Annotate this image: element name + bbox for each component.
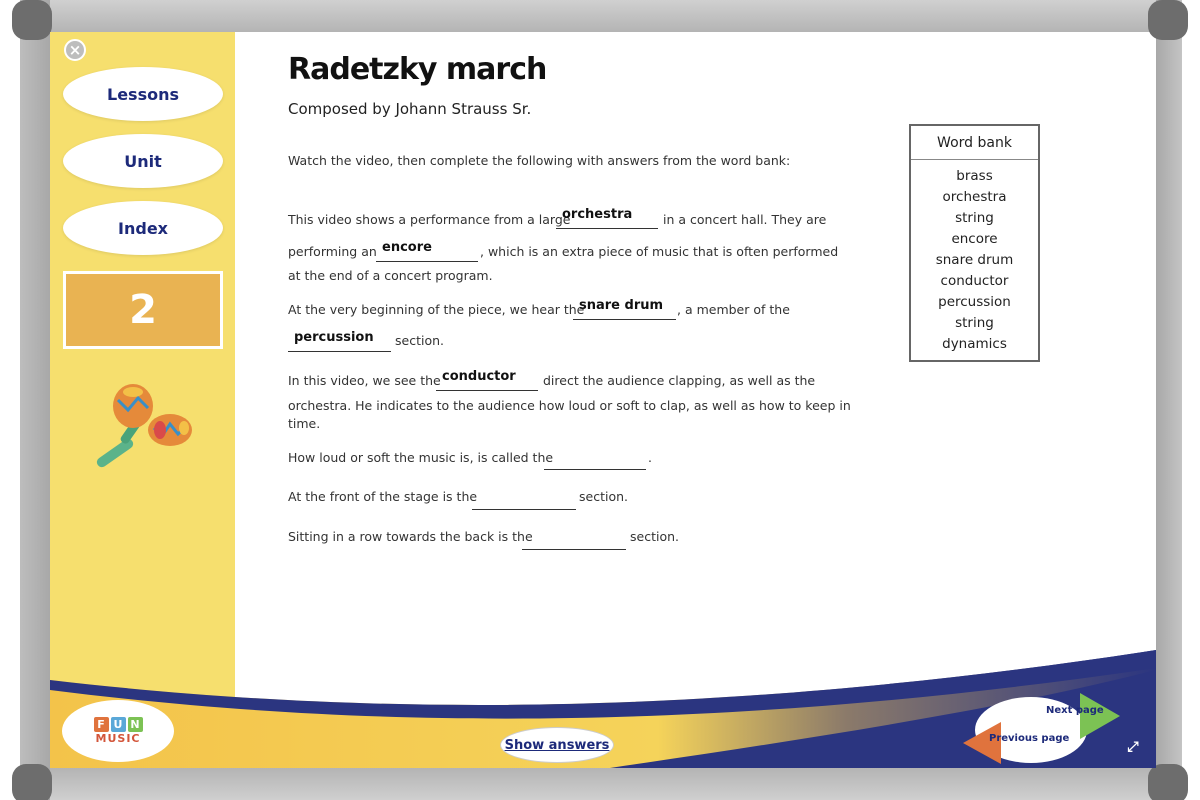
q3-text-after2: section.	[395, 333, 444, 348]
q5-text: How loud or soft the music is, is called the	[288, 450, 554, 465]
unit-button[interactable]: Unit	[63, 134, 223, 188]
word-bank	[909, 124, 1040, 362]
next-arrow-icon[interactable]	[1080, 693, 1120, 739]
word-bank-item: dynamics	[942, 336, 1007, 352]
q7-text: Sitting in a row towards the back is the	[288, 529, 533, 544]
q3-answer-field[interactable]: snare drum	[573, 298, 676, 320]
close-icon[interactable]: ×	[64, 39, 86, 61]
page-title: Radetzky march	[288, 52, 547, 87]
next-page-button[interactable]: Next page	[1046, 705, 1104, 716]
q4-text-line3: time.	[288, 416, 321, 431]
word-bank-item: string	[955, 210, 994, 226]
board-frame-bottom	[20, 768, 1180, 800]
page-number-badge: 2	[63, 271, 223, 349]
logo-letter: F	[94, 717, 109, 732]
word-bank-item: encore	[951, 231, 998, 247]
lessons-button[interactable]: Lessons	[63, 67, 223, 121]
frame-corner	[1148, 764, 1188, 800]
word-bank-item: percussion	[938, 294, 1011, 310]
board-frame-left	[20, 0, 50, 800]
q4-text: In this video, we see the	[288, 373, 441, 388]
logo-letter: N	[128, 717, 143, 732]
show-answers-button[interactable]: Show answers	[500, 727, 614, 763]
q2-text: performing an	[288, 244, 377, 259]
word-bank-list	[911, 160, 1038, 355]
q3-text-after: , a member of the	[677, 302, 790, 317]
frame-corner	[1148, 0, 1188, 40]
fullscreen-icon[interactable]: ⤢	[1127, 739, 1139, 755]
q5-answer-field[interactable]	[544, 448, 646, 470]
q3-text: At the very beginning of the piece, we hear the	[288, 302, 585, 317]
q1-text-after: in a concert hall. They are	[663, 212, 827, 227]
word-bank-item: brass	[956, 168, 993, 184]
frame-corner	[12, 0, 52, 40]
q3-answer2-field[interactable]: percussion	[288, 330, 391, 352]
q2-answer-field[interactable]: encore	[376, 240, 478, 262]
q4-text-line2: orchestra. He indicates to the audience how loud or soft to clap, as well as how to keep in	[288, 398, 851, 413]
q7-text-after: section.	[630, 529, 679, 544]
frame-corner	[12, 764, 52, 800]
q2-text-after: , which is an extra piece of music that is often performed	[480, 244, 839, 259]
q1-text: This video shows a performance from a large	[288, 212, 571, 227]
previous-page-button[interactable]: Previous page	[989, 733, 1070, 744]
q2-text-line2: at the end of a concert program.	[288, 268, 493, 283]
q6-text-after: section.	[579, 489, 628, 504]
q4-answer-field[interactable]: conductor	[436, 369, 538, 391]
page-subtitle: Composed by Johann Strauss Sr.	[288, 100, 532, 118]
instructions: Watch the video, then complete the following with answers from the word bank:	[288, 153, 791, 168]
word-bank-item: conductor	[940, 273, 1009, 289]
board-frame-top	[20, 0, 1180, 32]
q6-answer-field[interactable]	[472, 488, 576, 510]
q4-text-after: direct the audience clapping, as well as the	[543, 373, 816, 388]
word-bank-item: orchestra	[942, 189, 1007, 205]
word-bank-title: Word bank	[911, 126, 1038, 160]
maracas-icon	[88, 378, 200, 478]
word-bank-item: snare drum	[935, 252, 1014, 268]
word-bank-item: string	[955, 315, 994, 331]
index-button[interactable]: Index	[63, 201, 223, 255]
q6-text: At the front of the stage is the	[288, 489, 478, 504]
q7-answer-field[interactable]	[522, 528, 626, 550]
logo-letter: U	[111, 717, 126, 732]
q5-text-after: .	[648, 450, 652, 465]
logo-word: MUSIC	[95, 732, 141, 745]
q1-answer-field[interactable]: orchestra	[556, 207, 658, 229]
fun-music-logo	[62, 700, 174, 762]
board-frame-right	[1156, 0, 1182, 800]
